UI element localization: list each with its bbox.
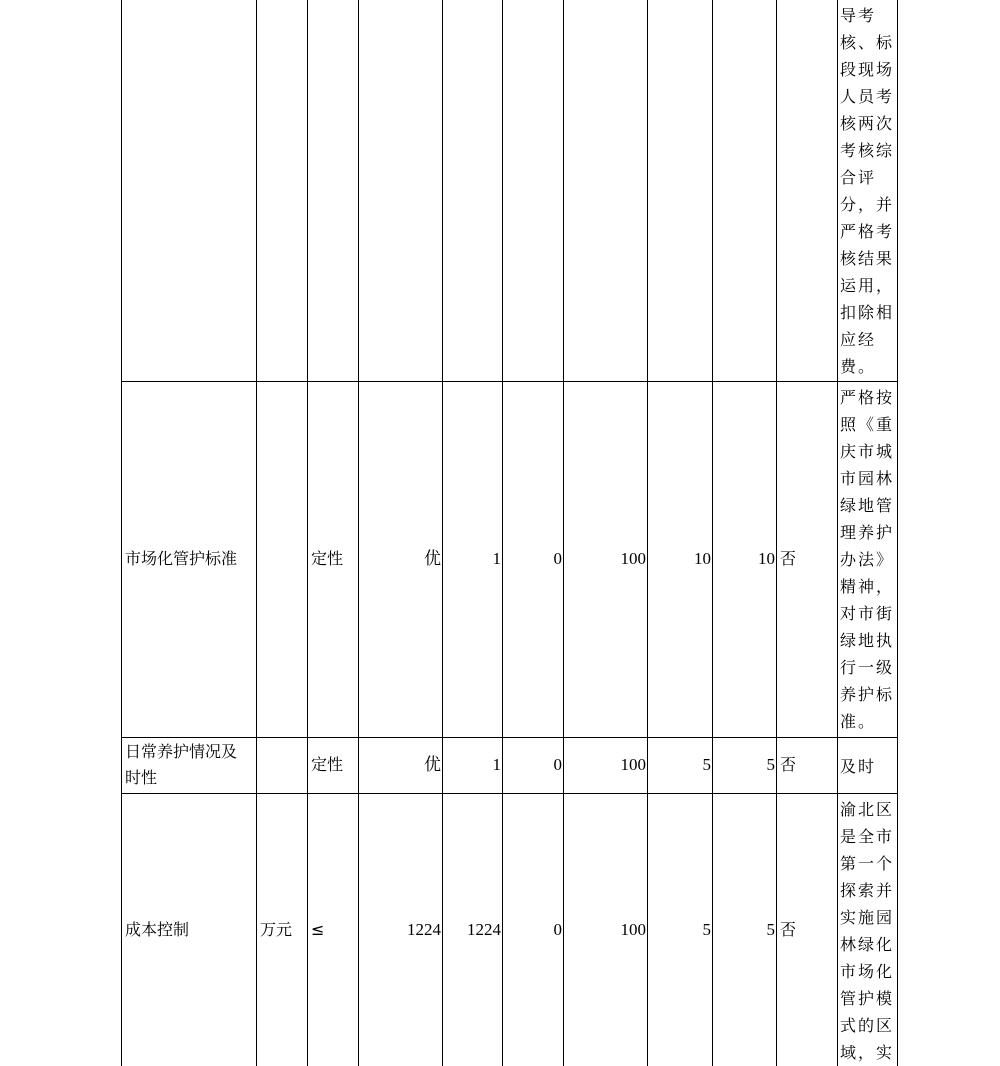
performance-table-fragment [121,0,898,1066]
deviation-cell: 0 [503,737,564,793]
table-row [122,793,898,1066]
actual-cell: 1 [443,381,503,737]
completion-cell: 100 [564,381,648,737]
indicator-cell: 成本控制 [122,793,257,1066]
score-cell [713,0,777,381]
actual-cell [443,0,503,381]
score-cell: 10 [713,381,777,737]
target-cell [359,0,443,381]
indicator-cell [122,0,257,381]
note-cell: 渝北区是全市第一个探索并实施园林绿化市场化管护模式的区域，实 [838,793,898,1066]
nature-cell: 定性 [308,381,359,737]
unit-cell [257,737,308,793]
indicator-cell: 市场化管护标准 [122,381,257,737]
unit-cell: 万元 [257,793,308,1066]
weight-cell: 10 [648,381,713,737]
flag-cell: 否 [777,381,838,737]
note-cell: 严格按照《重庆市城市园林绿地管理养护办法》精神，对市街绿地执行一级养护标准。 [838,381,898,737]
nature-cell: 定性 [308,737,359,793]
completion-cell: 100 [564,737,648,793]
completion-cell [564,0,648,381]
indicator-cell: 日常养护情况及 时性 [122,737,257,793]
target-cell: 优 [359,381,443,737]
unit-cell [257,381,308,737]
table-row [122,0,898,381]
flag-cell: 否 [777,737,838,793]
target-cell: 1224 [359,793,443,1066]
deviation-cell [503,0,564,381]
score-cell: 5 [713,793,777,1066]
note-cell: 导考核、标段现场人员考核两次考核综合评分，并严格考核结果运用，扣除相应经费。 [838,0,898,381]
actual-cell: 1 [443,737,503,793]
deviation-cell: 0 [503,381,564,737]
target-cell: 优 [359,737,443,793]
note-cell: 及时 [838,737,898,793]
table-row [122,381,898,737]
completion-cell: 100 [564,793,648,1066]
unit-cell [257,0,308,381]
nature-cell [308,0,359,381]
weight-cell [648,0,713,381]
performance-table [121,0,898,1066]
table-row [122,737,898,793]
nature-cell: ≤ [308,793,359,1066]
flag-cell [777,0,838,381]
actual-cell: 1224 [443,793,503,1066]
weight-cell: 5 [648,793,713,1066]
weight-cell: 5 [648,737,713,793]
deviation-cell: 0 [503,793,564,1066]
flag-cell: 否 [777,793,838,1066]
score-cell: 5 [713,737,777,793]
